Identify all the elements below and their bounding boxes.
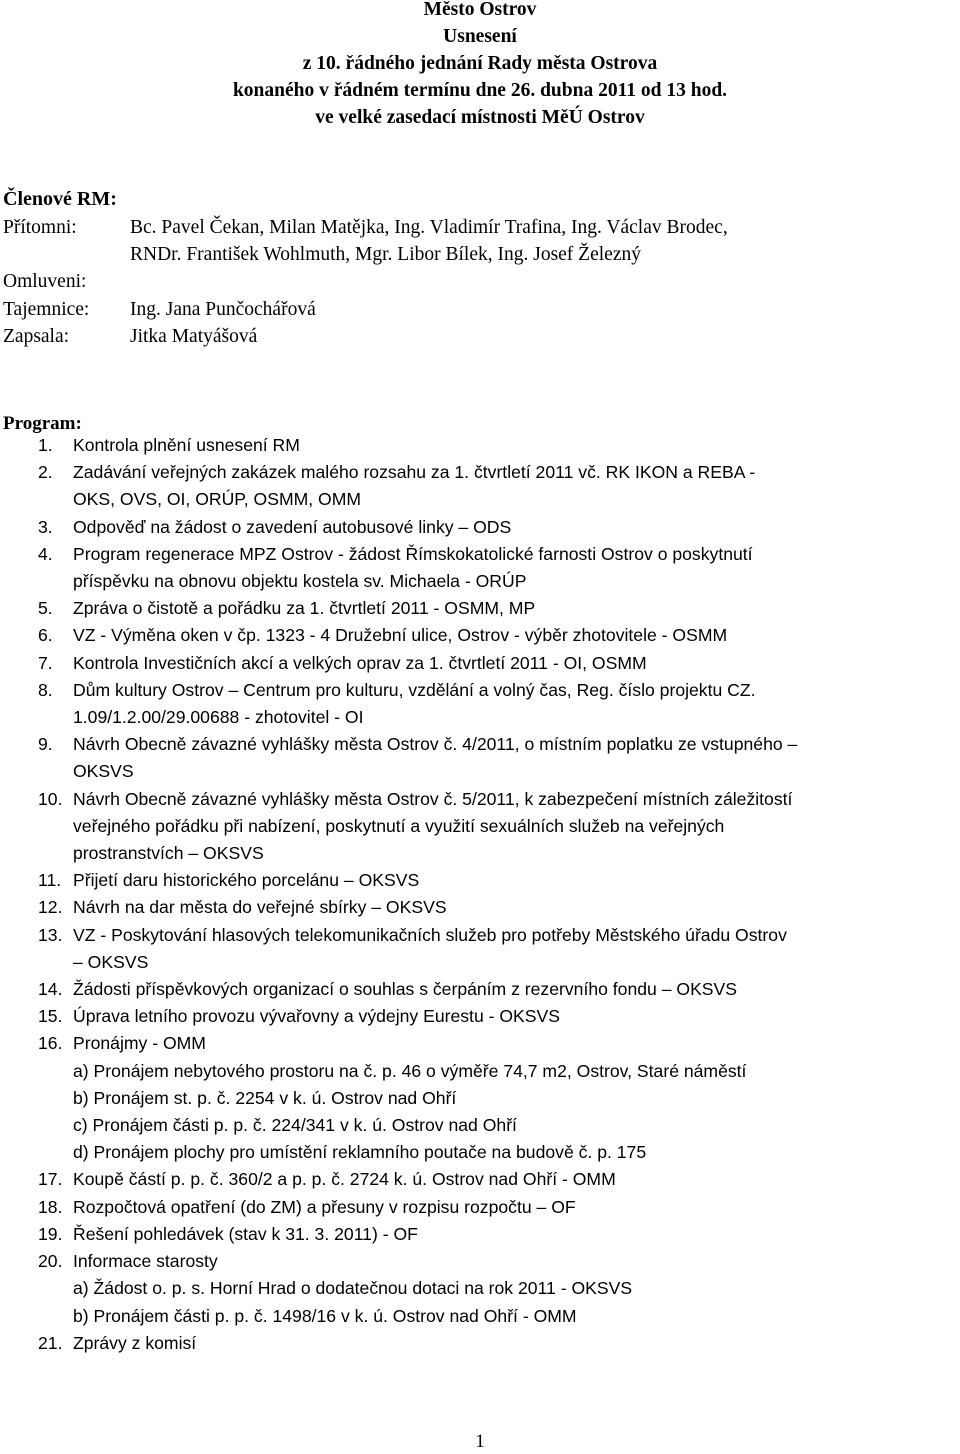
program-item-text [73, 1003, 953, 1030]
program-item-line: Odpověď na žádost o zavedení autobusové linky – ODS [73, 516, 512, 537]
program-item-number: 9. [38, 734, 53, 755]
program-item-number: 20. [38, 1251, 63, 1272]
program-item-line: VZ - Výměna oken v čp. 1323 - 4 Družební ulice, Ostrov - výběr zhotovitele - OSMM [73, 625, 728, 646]
program-item [38, 1330, 953, 1357]
members-value [130, 323, 943, 350]
header-meeting: z 10. řádného jednání Rady města Ostrova [302, 53, 658, 74]
program-item [38, 432, 953, 459]
document-header [0, 0, 960, 131]
program-item-text [73, 677, 953, 731]
program-item-text [73, 514, 953, 541]
members-row-secretary [3, 296, 943, 323]
program-item-line: Zadávání veřejných zakázek malého rozsahu za 1. čtvrtletí 2011 vč. RK IKON a REBA - [73, 462, 756, 483]
program-item-line: Dům kultury Ostrov – Centrum pro kulturu, vzdělání a volný čas, Reg. číslo projektu CZ. [73, 679, 756, 700]
members-label: Přítomni: [3, 217, 77, 238]
header-date: konaného v řádném termínu dne 26. dubna 2011 od 13 hod. [232, 80, 728, 101]
program-item-text [73, 622, 953, 649]
header-location: ve velké zasedací místnosti MěÚ Ostrov [315, 107, 645, 128]
members-row-excused [3, 268, 943, 295]
program-item-text [73, 922, 953, 976]
program-item-number: 18. [38, 1196, 63, 1217]
program-item [38, 976, 953, 1003]
program-item-line: Přijetí daru historického porcelánu – OKSVS [73, 870, 420, 891]
program-item-line: Kontrola plnění usnesení RM [73, 435, 300, 455]
program-item [38, 1194, 953, 1221]
program-item-text [73, 976, 953, 1003]
program-item [38, 459, 953, 513]
program-item [38, 894, 953, 921]
members-row-recorder [3, 323, 943, 350]
program-item [38, 786, 953, 868]
members-list [3, 214, 943, 350]
program-item-line: Koupě částí p. p. č. 360/2 a p. p. č. 2724 k. ú. Ostrov nad Ohří - OMM [73, 1169, 616, 1190]
members-value [130, 214, 943, 268]
program-item-line: Kontrola Investičních akcí a velkých oprav za 1. čtvrtletí 2011 - OI, OSMM [73, 652, 647, 673]
program-item-number: 11. [38, 870, 62, 891]
program-item-line: příspěvku na obnovu objektu kostela sv. Michaela - ORÚP [73, 571, 527, 592]
program-item-text [73, 1330, 953, 1357]
program-item-line: prostranstvích – OKSVS [73, 843, 264, 864]
program-item-number: 15. [38, 1006, 63, 1027]
program-item-line: Úprava letního provozu vývařovny a výdejny Eurestu - OKSVS [73, 1006, 560, 1027]
program-item-number: 1. [38, 435, 53, 455]
members-value [130, 268, 943, 295]
program-item-number: 3. [38, 516, 53, 537]
program-item-number: 19. [38, 1223, 63, 1244]
page-number: 1 [475, 1431, 485, 1452]
program-item-text [73, 1166, 953, 1193]
program-item-text [73, 1194, 953, 1221]
program-item-number: 13. [38, 924, 63, 945]
program-item-line: Program regenerace MPZ Ostrov - žádost Římskokatolické farnosti Ostrov o poskytnutí [73, 543, 753, 564]
program-item-line: Řešení pohledávek (stav k 31. 3. 2011) - OF [73, 1223, 418, 1244]
program-item-line: VZ - Poskytování hlasových telekomunikačních služeb pro potřeby Městského úřadu Ostrov [73, 924, 787, 945]
program-item-number: 14. [38, 979, 63, 1000]
members-row-present [3, 214, 943, 268]
program-subitem: a) Pronájem nebytového prostoru na č. p. 46 o výměře 74,7 m2, Ostrov, Staré náměstí [73, 1060, 747, 1081]
program-item [38, 650, 953, 677]
program-item [38, 1221, 953, 1248]
program-item-line: 1.09/1.2.00/29.00688 - zhotovitel - OI [73, 707, 364, 728]
program-item-line: Pronájmy - OMM [73, 1033, 206, 1054]
program-item [38, 731, 953, 785]
program-item [38, 1003, 953, 1030]
program-item-line: veřejného pořádku při nabízení, poskytnutí a využití sexuálních služeb na veřejných [73, 815, 725, 836]
program-item-number: 6. [38, 625, 53, 646]
members-line: RNDr. František Wohlmuth, Mgr. Libor Bílek, Ing. Josef Železný [130, 244, 641, 266]
program-item [38, 922, 953, 976]
program-item-line: OKS, OVS, OI, ORÚP, OSMM, OMM [73, 489, 362, 510]
program-item [38, 1030, 953, 1166]
program-item [38, 595, 953, 622]
members-title: Členové RM: [3, 188, 117, 210]
program-item-text [73, 731, 953, 785]
program-subitem: b) Pronájem části p. p. č. 1498/16 v k. ú. Ostrov nad Ohří - OMM [73, 1305, 577, 1326]
program-item [38, 622, 953, 649]
members-line [130, 268, 943, 295]
program-item [38, 867, 953, 894]
members-line: Bc. Pavel Čekan, Milan Matějka, Ing. Vladimír Trafina, Ing. Václav Brodec, [130, 217, 728, 238]
program-item [38, 514, 953, 541]
members-label: Tajemnice: [3, 298, 90, 320]
program-subitem: c) Pronájem části p. p. č. 224/341 v k. ú. Ostrov nad Ohří [73, 1115, 517, 1136]
members-label: Omluveni: [3, 271, 87, 293]
program-item-line: Návrh Obecně závazné vyhlášky města Ostrov č. 5/2011, k zabezpečení místních záležitostí [73, 788, 793, 809]
program-item-line: Zprávy z komisí [73, 1332, 197, 1353]
program-item-line: OKSVS [73, 761, 134, 782]
program-item-number: 5. [38, 598, 53, 619]
program-item [38, 1248, 953, 1330]
program-item-number: 8. [38, 679, 53, 700]
program-item-text [73, 1248, 953, 1330]
program-subitem: a) Žádost o. p. s. Horní Hrad o dodatečnou dotaci na rok 2011 - OKSVS [73, 1278, 633, 1299]
program-item-text [73, 541, 953, 595]
program-list [38, 432, 953, 1357]
program-item-text [73, 786, 953, 868]
program-item-text [73, 459, 953, 513]
program-item-line: Návrh Obecně závazné vyhlášky města Ostrov č. 4/2011, o místním poplatku ze vstupného – [73, 734, 798, 755]
program-item-text [73, 1030, 953, 1166]
program-item-text [73, 894, 953, 921]
members-line: Ing. Jana Punčochářová [130, 298, 316, 320]
program-item-number: 16. [38, 1033, 63, 1054]
program-item-number: 21. [38, 1332, 63, 1353]
program-item-line: Zpráva o čistotě a pořádku za 1. čtvrtletí 2011 - OSMM, MP [73, 598, 536, 619]
program-item-text [73, 650, 953, 677]
program-item-number: 4. [38, 543, 53, 564]
program-item-text [73, 1221, 953, 1248]
members-line: Jitka Matyášová [130, 325, 258, 347]
program-item-line: Návrh na dar města do veřejné sbírky – OKSVS [73, 897, 447, 918]
program-subitem: d) Pronájem plochy pro umístění reklamního poutače na budově č. p. 175 [73, 1142, 647, 1163]
program-item-number: 7. [38, 652, 53, 673]
program-item-text [73, 595, 953, 622]
header-city: Město Ostrov [423, 0, 537, 20]
members-label: Zapsala: [3, 325, 70, 347]
program-item-number: 17. [38, 1169, 63, 1190]
program-title: Program: [3, 413, 82, 434]
program-item-number: 2. [38, 462, 53, 483]
program-item [38, 1166, 953, 1193]
program-item-line: Informace starosty [73, 1251, 218, 1272]
program-item-number: 10. [38, 788, 63, 809]
program-item [38, 677, 953, 731]
program-item [38, 541, 953, 595]
program-item-line: – OKSVS [73, 951, 149, 972]
program-subitem: b) Pronájem st. p. č. 2254 v k. ú. Ostrov nad Ohří [73, 1087, 457, 1108]
program-item-number: 12. [38, 897, 63, 918]
program-item-line: Žádosti příspěvkových organizací o souhlas s čerpáním z rezervního fondu – OKSVS [73, 979, 738, 1000]
header-resolution: Usnesení [443, 26, 517, 47]
program-item-line: Rozpočtová opatření (do ZM) a přesuny v rozpisu rozpočtu – OF [73, 1196, 576, 1217]
program-item-text [73, 867, 953, 894]
program-item-text [73, 432, 953, 459]
members-value [130, 296, 943, 323]
